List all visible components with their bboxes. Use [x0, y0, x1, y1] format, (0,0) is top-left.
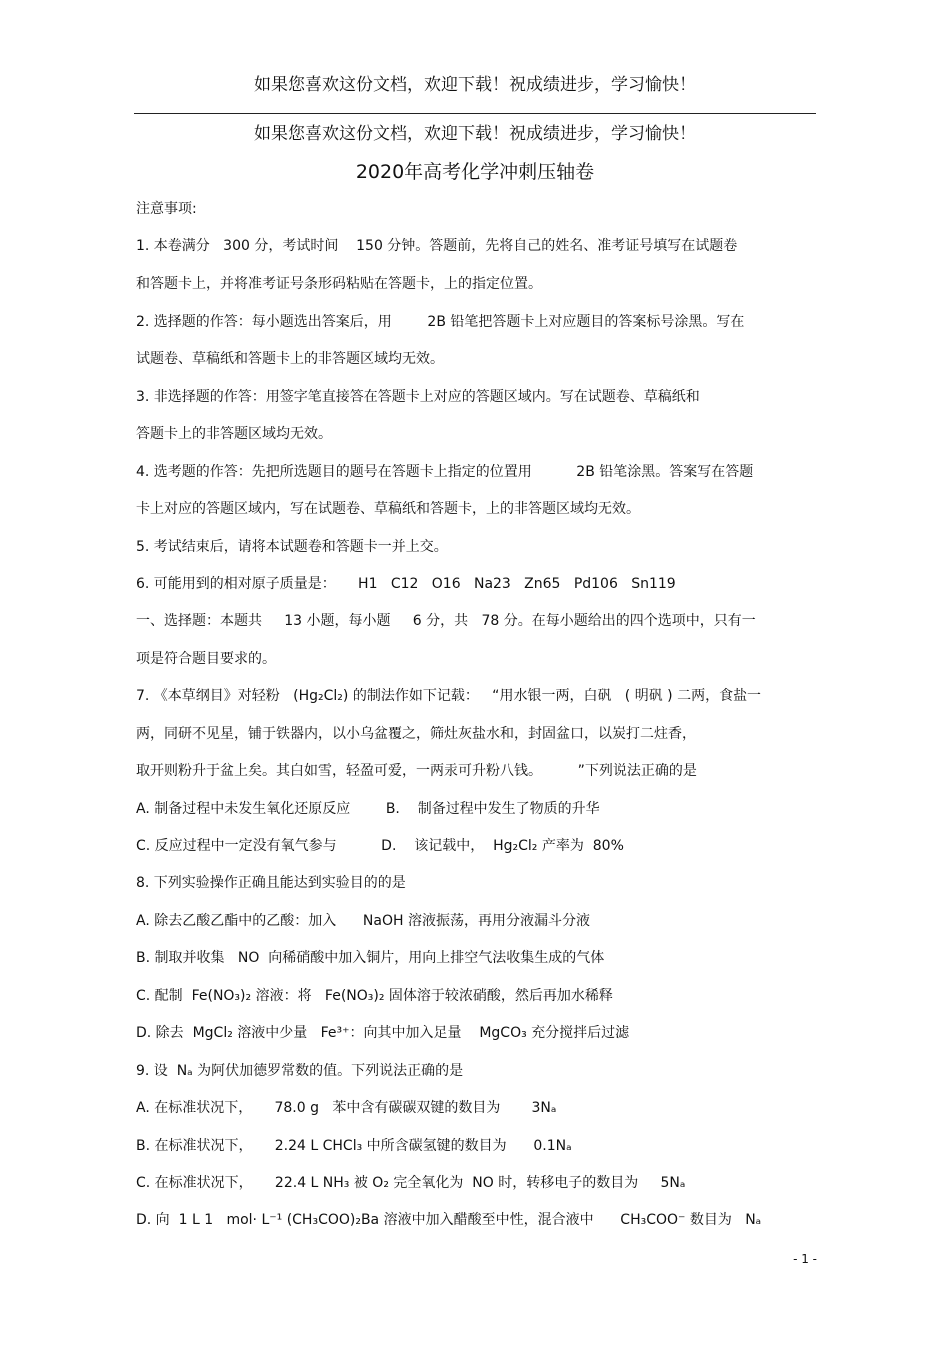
- text-line: 1. 本卷满分 300 分，考试时间 150 分钟。答题前，先将自己的姓名、准考证号填写在试题卷: [136, 238, 738, 254]
- text-line: 3. 非选择题的作答：用签字笔直接答在答题卡上对应的答题区域内。写在试题卷、草稿纸和: [136, 389, 700, 405]
- text-line: D. 向 1 L 1 mol· L⁻¹ (CH₃COO)₂Ba 溶液中加入醋酸至中性，混合液中 CH₃COO⁻ 数目为 Nₐ: [136, 1212, 762, 1228]
- text-line: 5. 考试结束后，请将本试题卷和答题卡一并上交。: [136, 539, 448, 555]
- text-line: 6. 可能用到的相对原子质量是： H1 C12 O16 Na23 Zn65 Pd106 Sn119: [136, 576, 676, 592]
- text-line: 7. 《本草纲目》对轻粉 (Hg₂Cl₂) 的制法作如下记载： “用水银一两，白矾 ( 明矾 ) 二两，食盐一: [136, 688, 762, 704]
- text-line: 和答题卡上，并将准考证号条形码粘贴在答题卡，上的指定位置。: [136, 276, 542, 292]
- text-line: A. 制备过程中未发生氧化还原反应 B. 制备过程中发生了物质的升华: [136, 801, 600, 817]
- header-banner-top: 如果您喜欢这份文档，欢迎下载！祝成绩进步，学习愉快！: [254, 75, 696, 95]
- text-line: 卡上对应的答题区域内，写在试题卷、草稿纸和答题卡，上的非答题区域均无效。: [136, 501, 640, 517]
- text-line: B. 制取并收集 NO 向稀硝酸中加入铜片，用向上排空气法收集生成的气体: [136, 950, 605, 966]
- text-line: 2. 选择题的作答：每小题选出答案后，用 2B 铅笔把答题卡上对应题目的答案标号涂黑。写在: [136, 314, 745, 330]
- text-line: 试题卷、草稿纸和答题卡上的非答题区域均无效。: [136, 351, 444, 367]
- page-number: - 1 -: [793, 1252, 817, 1266]
- text-line: 答题卡上的非答题区域均无效。: [136, 426, 332, 442]
- exam-title: 2020年高考化学冲刺压轴卷: [355, 161, 595, 183]
- text-line: 两，同研不见星，铺于铁器内，以小乌盆覆之，筛灶灰盐水和，封固盆口，以炭打二炷香，: [136, 726, 696, 742]
- text-line: C. 在标准状况下， 22.4 L NH₃ 被 O₂ 完全氧化为 NO 时，转移电子的数目为 5Nₐ: [136, 1175, 686, 1191]
- text-line: 一、选择题：本题共 13 小题，每小题 6 分，共 78 分。在每小题给出的四个选项中，只有一: [136, 613, 756, 629]
- text-line: 项是符合题目要求的。: [136, 651, 276, 667]
- text-line: 9. 设 Nₐ 为阿伏加德罗常数的值。下列说法正确的是: [136, 1063, 464, 1079]
- text-line: A. 除去乙酸乙酯中的乙酸：加入 NaOH 溶液振荡，再用分液漏斗分液: [136, 913, 590, 929]
- text-line: D. 除去 MgCl₂ 溶液中少量 Fe³⁺：向其中加入足量 MgCO₃ 充分搅拌后过滤: [136, 1025, 630, 1041]
- text-line: C. 反应过程中一定没有氧气参与 D. 该记载中， Hg₂Cl₂ 产率为 80%: [136, 838, 624, 854]
- text-line: B. 在标准状况下， 2.24 L CHCl₃ 中所含碳氢键的数目为 0.1Nₐ: [136, 1138, 572, 1154]
- header-divider: [134, 113, 816, 114]
- header-banner-repeat: 如果您喜欢这份文档，欢迎下载！祝成绩进步，学习愉快！: [254, 124, 696, 144]
- text-line: 8. 下列实验操作正确且能达到实验目的的是: [136, 875, 406, 891]
- text-line: 注意事项:: [136, 201, 197, 217]
- text-line: A. 在标准状况下， 78.0 g 苯中含有碳碳双键的数目为 3Nₐ: [136, 1100, 557, 1116]
- text-line: 取开则粉升于盆上矣。其白如雪，轻盈可爱，一两汞可升粉八钱。 ”下列说法正确的是: [136, 763, 697, 779]
- text-line: C. 配制 Fe(NO₃)₂ 溶液：将 Fe(NO₃)₂ 固体溶于较浓硝酸，然后再加水稀释: [136, 988, 613, 1004]
- text-line: 4. 选考题的作答：先把所选题目的题号在答题卡上指定的位置用 2B 铅笔涂黑。答案写在答题: [136, 464, 754, 480]
